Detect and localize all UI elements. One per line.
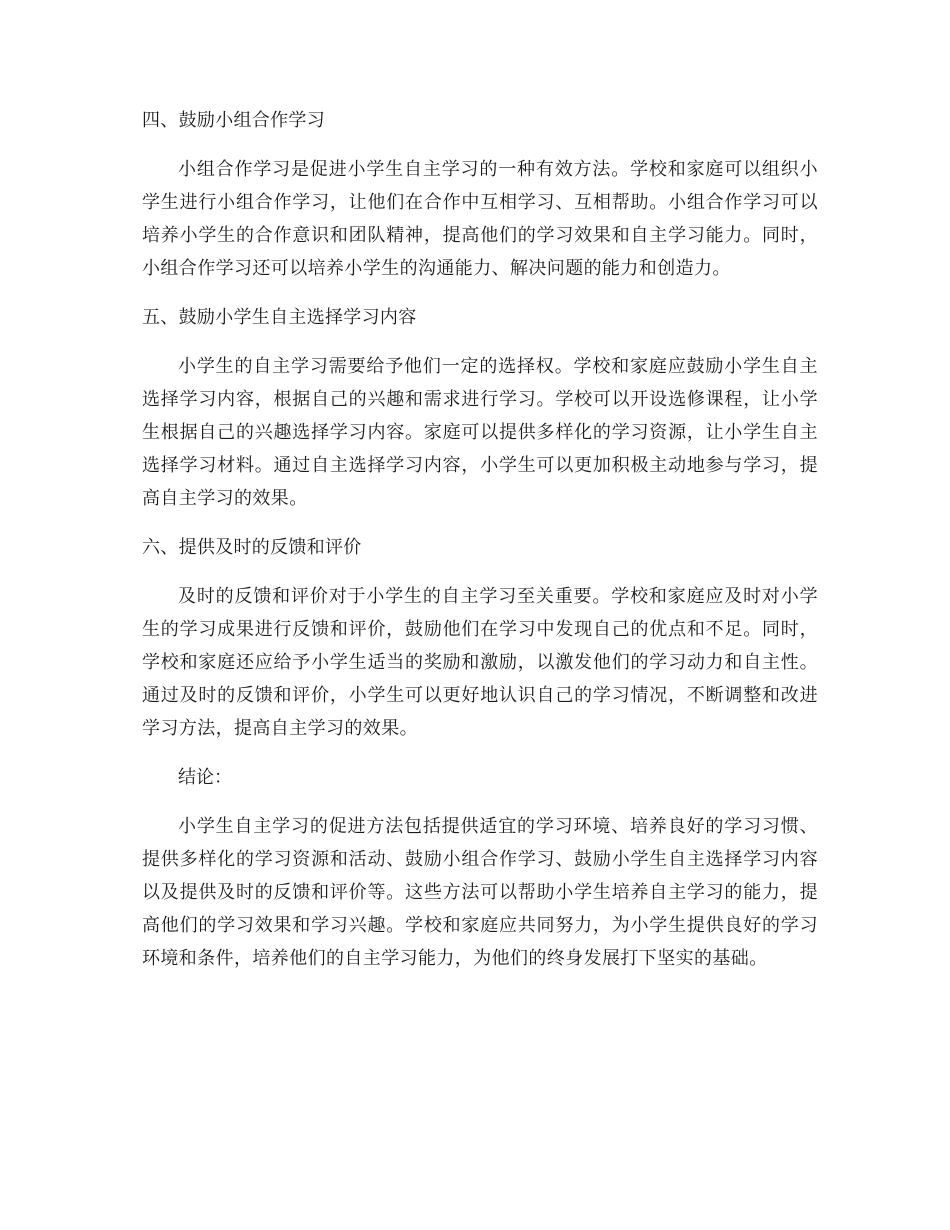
conclusion-label: 结论：: [178, 767, 232, 788]
section-heading-6: 六、提供及时的反馈和评价: [142, 537, 362, 558]
section-heading-5: 五、鼓励小学生自主选择学习内容: [142, 307, 417, 328]
section-paragraph-5: 小学生的自主学习需要给予他们一定的选择权。学校和家庭应鼓励小学生自主选择学习内容，根据自己的兴趣和需求进行学习。学校可以开设选修课程，让小学生根据自己的兴趣选择学习内容。家庭可以提供多样化的学习资源，让小学生自主选择学习材料。通过自主选择学习内容，小学生可以更加积极主动地参与学习，提高自主学习的效果。: [142, 356, 818, 509]
document-page: [142, 104, 818, 991]
conclusion-paragraph: 小学生自主学习的促进方法包括提供适宜的学习环境、培养良好的学习习惯、提供多样化的学习资源和活动、鼓励小组合作学习、鼓励小学生自主选择学习内容以及提供及时的反馈和评价等。这些方法可以帮助小学生培养自主学习的能力，提高他们的学习效果和学习兴趣。学校和家庭应共同努力，为小学生提供良好的学习环境和条件，培养他们的自主学习能力，为他们的终身发展打下坚实的基础。: [142, 816, 818, 969]
section-paragraph-6: 及时的反馈和评价对于小学生的自主学习至关重要。学校和家庭应及时对小学生的学习成果进行反馈和评价，鼓励他们在学习中发现自己的优点和不足。同时，学校和家庭还应给予小学生适当的奖励和激励，以激发他们的学习动力和自主性。通过及时的反馈和评价，小学生可以更好地认识自己的学习情况，不断调整和改进学习方法，提高自主学习的效果。: [142, 586, 818, 739]
section-heading-4: 四、鼓励小组合作学习: [142, 110, 325, 131]
section-paragraph-4: 小组合作学习是促进小学生自主学习的一种有效方法。学校和家庭可以组织小学生进行小组合作学习，让他们在合作中互相学习、互相帮助。小组合作学习可以培养小学生的合作意识和团队精神，提高他们的学习效果和自主学习能力。同时，小组合作学习还可以培养小学生的沟通能力、解决问题的能力和创造力。: [142, 159, 818, 279]
